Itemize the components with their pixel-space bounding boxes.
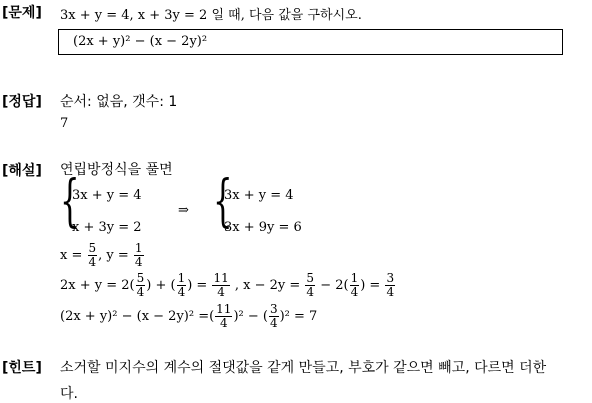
hint-line-2: 다. bbox=[60, 386, 78, 402]
answer-value: 7 bbox=[60, 116, 69, 131]
hint-tag: [힌트] bbox=[2, 360, 42, 376]
solution-line-3: (2x + y)² − (x − 2y)² =( $\frac{11}{4}$ )² − ( $\frac{3}{4}$ )² = 7 bbox=[60, 302, 318, 330]
system1-eq1: 3x + y = 4 bbox=[72, 188, 142, 203]
system1-eq2: x + 3y = 2 bbox=[72, 220, 142, 235]
system2-brace: { bbox=[213, 169, 233, 234]
solution-line-2: 2x + y = 2( $\frac{5}{4}$ ) + ( $\frac{1}{4}$ ) = $\frac{11}{4}$ , x − 2y = $\frac{5}{4}$ − 2( $\frac{1}{4}$ ) = $\frac{3}{4}$ bbox=[60, 271, 395, 299]
system1-brace: { bbox=[60, 169, 80, 234]
system2-eq2: 3x + 9y = 6 bbox=[224, 220, 302, 235]
problem-tag: [문제] bbox=[2, 5, 42, 21]
answer-tag: [정답] bbox=[2, 94, 42, 110]
expression-box bbox=[58, 29, 563, 55]
solution-intro: 연립방정식을 풀면 bbox=[60, 162, 173, 178]
solution-tag: [해설] bbox=[2, 163, 42, 179]
solution-xy-line: x = $\frac{5}{4}$ , y = $\frac{1}{4}$ bbox=[60, 241, 143, 269]
problem-given: 3x + y = 4, x + 3y = 2 일 때, 다음 값을 구하시오. bbox=[60, 8, 362, 23]
implies-arrow: ⇒ bbox=[178, 203, 189, 218]
expression-text: (2x + y)² − (x − 2y)² bbox=[73, 34, 208, 49]
system2-eq1: 3x + y = 4 bbox=[224, 188, 294, 203]
answer-meta: 순서: 없음, 갯수: 1 bbox=[60, 94, 178, 110]
hint-line-1: 소거할 미지수의 계수의 절댓값을 같게 만들고, 부호가 같으면 빼고, 다르면 더한 bbox=[60, 360, 547, 376]
